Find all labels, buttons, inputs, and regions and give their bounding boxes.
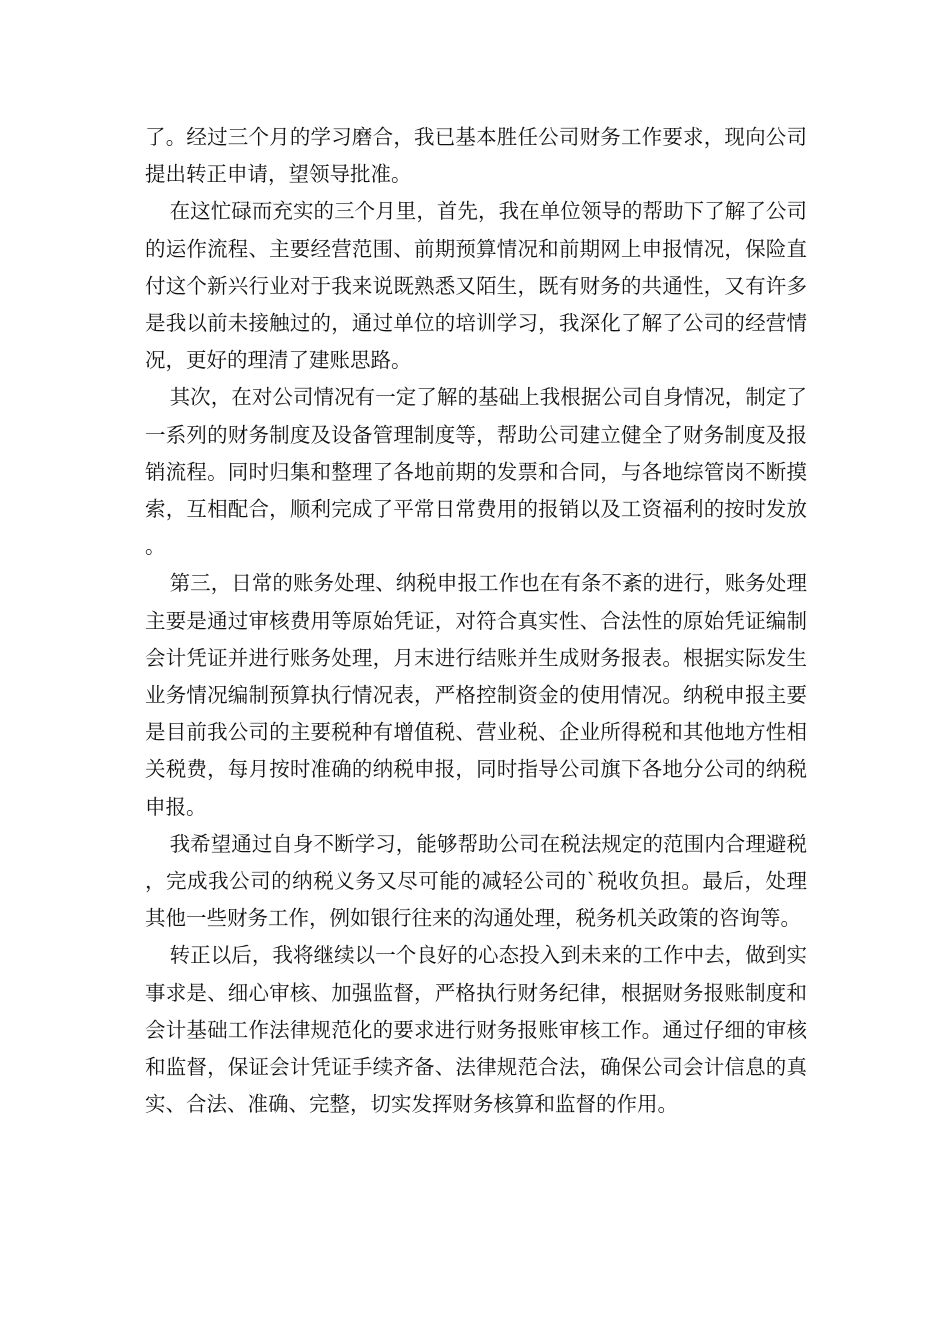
paragraph-5: 我希望通过自身不断学习，能够帮助公司在税法规定的范围内合理避税，完成我公司的纳税义务又尽可能的减轻公司的`税收负担。最后，处理其他一些财务工作，例如银行往来的沟通处理，税务机关政策的咨询等。 bbox=[145, 831, 807, 931]
document-body bbox=[145, 119, 807, 1123]
paragraph-3: 其次，在对公司情况有一定了解的基础上我根据公司自身情况，制定了一系列的财务制度及设备管理制度等，帮助公司建立健全了财务制度及报销流程。同时归集和整理了各地前期的发票和合同，与各地综管岗不断摸索，互相配合，顺利完成了平常日常费用的报销以及工资福利的按时发放。 bbox=[145, 385, 807, 559]
paragraph-6: 转正以后，我将继续以一个良好的心态投入到未来的工作中去，做到实事求是、细心审核、加强监督，严格执行财务纪律，根据财务报账制度和会计基础工作法律规范化的要求进行财务报账审核工作。通过仔细的审核和监督，保证会计凭证手续齐备、法律规范合法，确保公司会计信息的真实、合法、准确、完整，切实发挥财务核算和监督的作用。 bbox=[145, 943, 807, 1117]
paragraph-1: 了。经过三个月的学习磨合，我已基本胜任公司财务工作要求，现向公司提出转正申请，望领导批准。 bbox=[145, 125, 807, 187]
paragraph-2: 在这忙碌而充实的三个月里，首先，我在单位领导的帮助下了解了公司的运作流程、主要经营范围、前期预算情况和前期网上申报情况，保险直付这个新兴行业对于我来说既熟悉又陌生，既有财务的共通性，又有许多是我以前未接触过的，通过单位的培训学习，我深化了解了公司的经营情况，更好的理清了建账思路。 bbox=[145, 199, 807, 373]
paragraph-4: 第三，日常的账务处理、纳税申报工作也在有条不紊的进行，账务处理主要是通过审核费用等原始凭证，对符合真实性、合法性的原始凭证编制会计凭证并进行账务处理，月末进行结账并生成财务报表。根据实际发生业务情况编制预算执行情况表，严格控制资金的使用情况。纳税申报主要是目前我公司的主要税种有增值税、营业税、企业所得税和其他地方性相关税费，每月按时准确的纳税申报，同时指导公司旗下各地分公司的纳税申报。 bbox=[145, 571, 807, 819]
